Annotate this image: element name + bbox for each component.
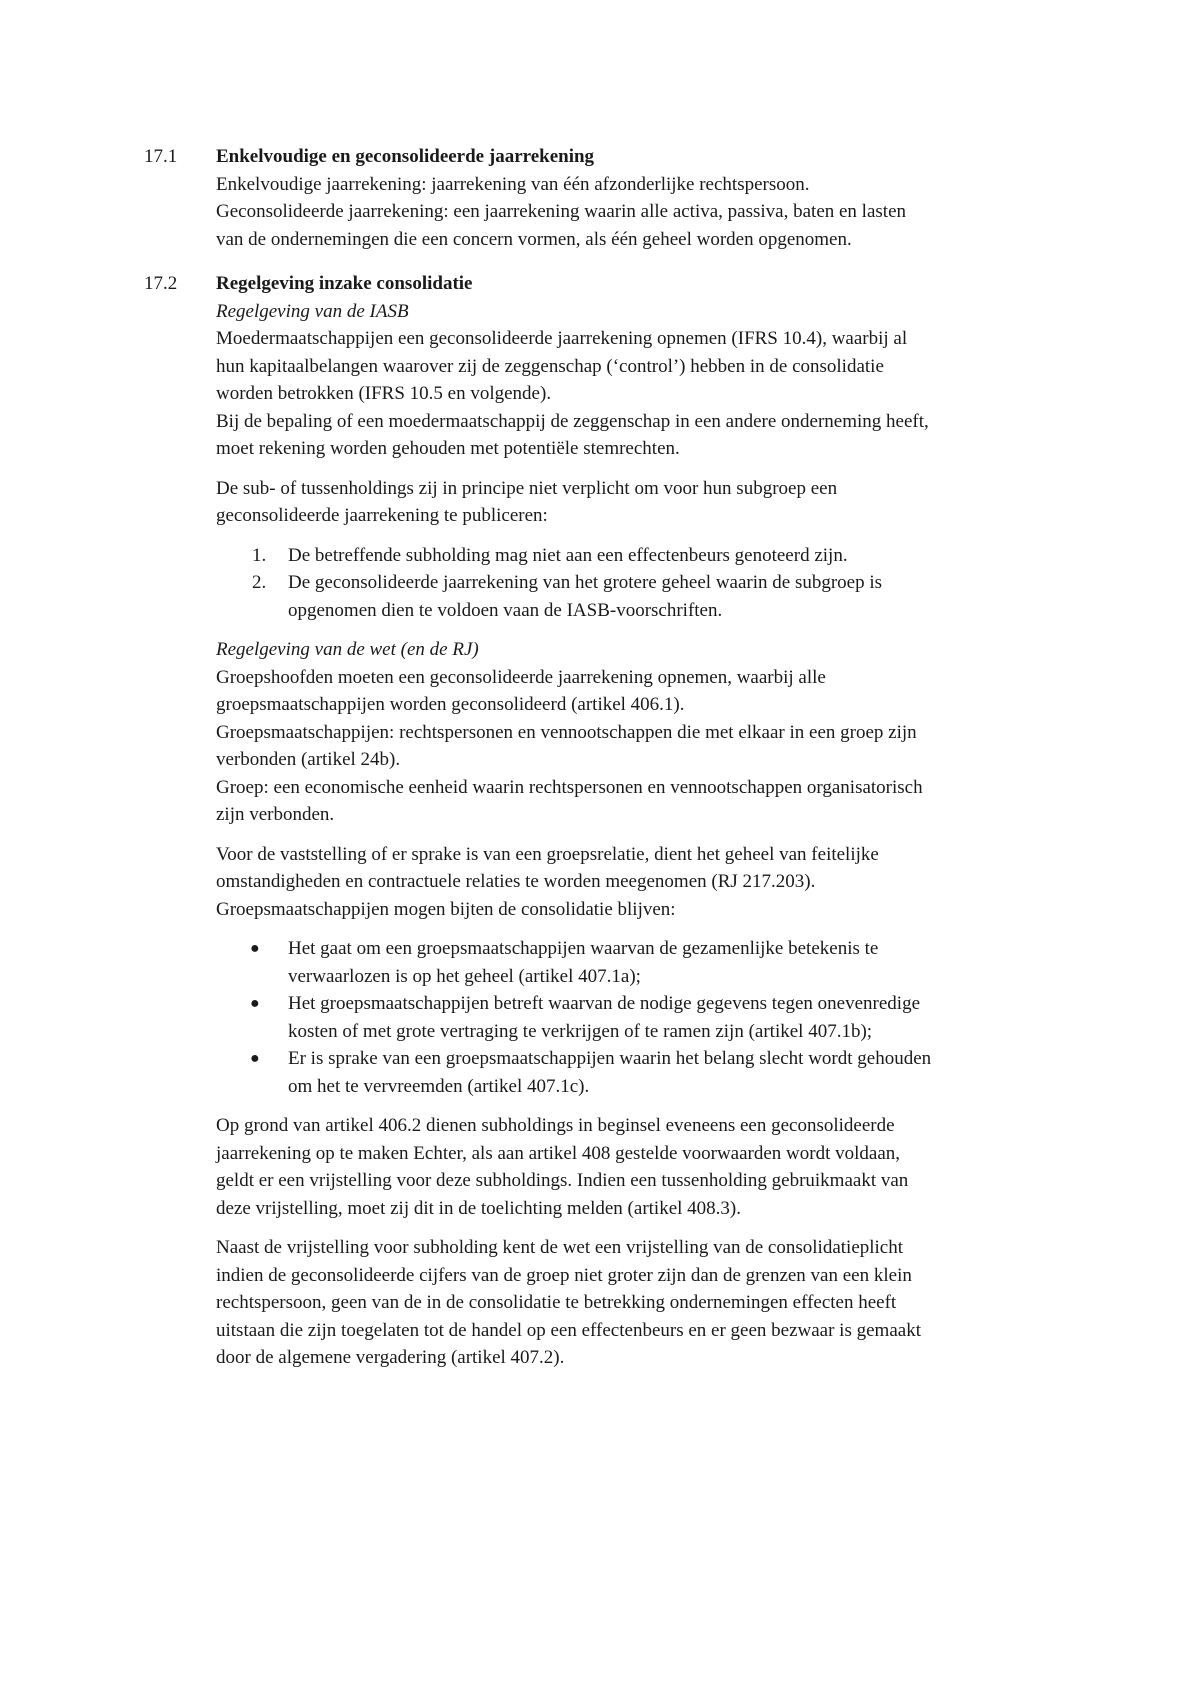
numbered-list-item — [216, 569, 1056, 624]
bullet-icon: ● — [250, 1050, 260, 1067]
bullet-list-item — [216, 935, 1056, 990]
paragraph-line: Enkelvoudige jaarrekening: jaarrekening van één afzonderlijke rechtspersoon. — [216, 173, 810, 195]
list-item-line: opgenomen dien te voldoen vaan de IASB-voorschriften. — [288, 599, 723, 621]
paragraph-spacer — [216, 463, 1056, 475]
section-number: 17.2 — [144, 273, 178, 294]
list-number: 1. — [252, 544, 267, 566]
paragraph-line: Groepsmaatschappijen: rechtspersonen en vennootschappen die met elkaar in een groep zijn — [216, 721, 917, 743]
list-item-line: De geconsolideerde jaarrekening van het grotere geheel waarin de subgroep is — [288, 572, 883, 593]
paragraph-spacer — [216, 530, 1056, 542]
paragraph-spacer — [216, 1222, 1056, 1234]
subheading-iasb: Regelgeving van de IASB — [216, 300, 409, 322]
paragraph-line: Groepsmaatschappijen mogen bijten de consolidatie blijven: — [216, 898, 676, 920]
paragraph-spacer — [216, 923, 1056, 935]
section-body — [216, 270, 1056, 1372]
list-item-line: De betreffende subholding mag niet aan een effectenbeurs genoteerd zijn. — [288, 544, 848, 566]
numbered-list-item — [216, 542, 1056, 570]
list-item-line: kosten of met grote vertraging te verkrijgen of te ramen zijn (artikel 407.1b); — [288, 1020, 873, 1042]
list-item-line: Het groepsmaatschappijen betreft waarvan de nodige gegevens tegen onevenredige — [288, 993, 921, 1014]
paragraph-line: van de ondernemingen die een concern vormen, als één geheel worden opgenomen. — [216, 228, 852, 250]
subheading-wet: Regelgeving van de wet (en de RJ) — [216, 639, 479, 660]
bullet-list-item — [216, 1045, 1056, 1100]
section-title: Regelgeving inzake consolidatie — [216, 273, 473, 294]
bullet-icon: ● — [250, 940, 260, 957]
section-title: Enkelvoudige en geconsolideerde jaarrekening — [216, 146, 595, 167]
paragraph-line: Groep: een economische eenheid waarin rechtspersonen en vennootschappen organisatorisch — [216, 776, 923, 798]
list-item-line: om het te vervreemden (artikel 407.1c). — [288, 1075, 590, 1097]
paragraph-line: jaarrekening op te maken Echter, als aan artikel 408 gestelde voorwaarden wordt voldaan, — [216, 1142, 901, 1164]
paragraph-line: indien de geconsolideerde cijfers van de groep niet groter zijn dan de grenzen van een klein — [216, 1264, 912, 1286]
list-item-line: Er is sprake van een groepsmaatschappijen waarin het belang slecht wordt gehouden — [288, 1048, 932, 1069]
paragraph-line: uitstaan die zijn toegelaten tot de handel op een effectenbeurs en er geen bezwaar is gemaakt — [216, 1319, 921, 1341]
bullet-icon: ● — [250, 995, 260, 1012]
paragraph-line: Geconsolideerde jaarrekening: een jaarrekening waarin alle activa, passiva, baten en lasten — [216, 201, 907, 222]
section-body — [216, 143, 1056, 253]
section-number: 17.1 — [144, 146, 178, 167]
paragraph-line: geconsolideerde jaarrekening te publiceren: — [216, 505, 548, 526]
paragraph-line: Naast de vrijstelling voor subholding kent de wet een vrijstelling van de consolidatieplicht — [216, 1237, 904, 1258]
paragraph-line: moet rekening worden gehouden met potentiële stemrechten. — [216, 438, 680, 459]
paragraph-spacer — [216, 829, 1056, 841]
paragraph-line: deze vrijstelling, moet zij dit in de toelichting melden (artikel 408.3). — [216, 1197, 741, 1219]
bullet-list-item — [216, 990, 1056, 1045]
paragraph-line: verbonden (artikel 24b). — [216, 749, 401, 770]
paragraph-line: hun kapitaalbelangen waarover zij de zeggenschap (‘control’) hebben in de consolidatie — [216, 355, 884, 377]
paragraph-line: De sub- of tussenholdings zij in principe niet verplicht om voor hun subgroep een — [216, 477, 838, 499]
paragraph-line: Groepshoofden moeten een geconsolideerde jaarrekening opnemen, waarbij alle — [216, 666, 826, 688]
paragraph-line: door de algemene vergadering (artikel 407.2). — [216, 1347, 565, 1368]
paragraph-line: worden betrokken (IFRS 10.5 en volgende). — [216, 383, 552, 404]
paragraph-spacer — [216, 1100, 1056, 1112]
paragraph-line: omstandigheden en contractuele relaties te worden meegenomen (RJ 217.203). — [216, 871, 816, 892]
paragraph-line: rechtspersoon, geen van de in de consolidatie te betrekking ondernemingen effecten heeft — [216, 1292, 897, 1313]
list-number: 2. — [252, 572, 267, 593]
paragraph-line: zijn verbonden. — [216, 804, 335, 825]
paragraph-line: groepsmaatschappijen worden geconsolideerd (artikel 406.1). — [216, 694, 685, 715]
paragraph-line: Bij de bepaling of een moedermaatschappij de zeggenschap in een andere onderneming heeft, — [216, 410, 929, 432]
paragraph-spacer — [216, 624, 1056, 636]
paragraph-line: geldt er een vrijstelling voor deze subholdings. Indien een tussenholding gebruikmaakt van — [216, 1170, 909, 1191]
paragraph-line: Voor de vaststelling of er sprake is van een groepsrelatie, dient het geheel van feitelijke — [216, 843, 879, 865]
list-item-line: verwaarlozen is op het geheel (artikel 407.1a); — [288, 965, 641, 987]
list-item-line: Het gaat om een groepsmaatschappijen waarvan de gezamenlijke betekenis te — [288, 938, 879, 959]
paragraph-line: Moedermaatschappijen een geconsolideerde jaarrekening opnemen (IFRS 10.4), waarbij al — [216, 328, 908, 349]
paragraph-line: Op grond van artikel 406.2 dienen subholdings in beginsel eveneens een geconsolideerde — [216, 1115, 895, 1136]
